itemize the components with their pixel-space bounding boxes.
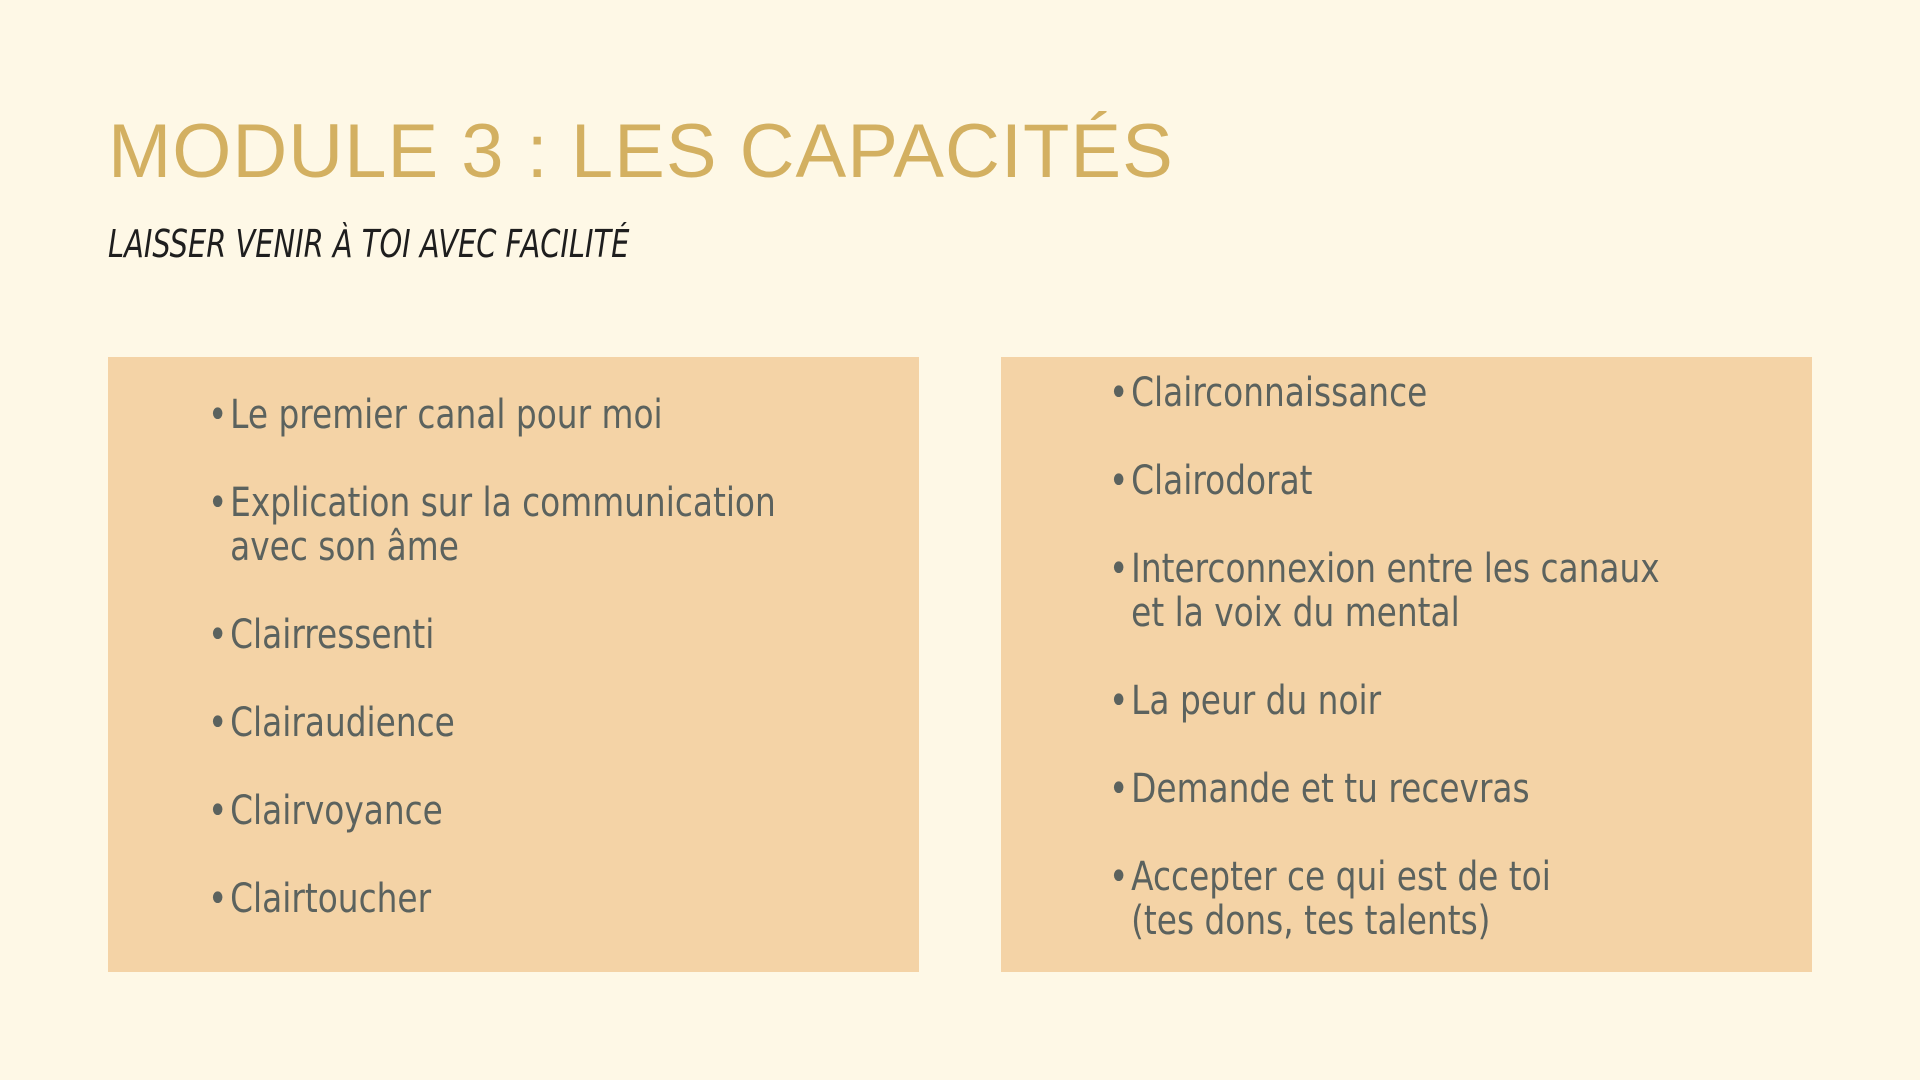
- bullet-icon: •: [208, 612, 228, 658]
- bullet-icon: •: [208, 392, 228, 438]
- list-item-text-continued: et la voix du mental: [1131, 590, 1460, 636]
- list-item: [208, 789, 952, 833]
- bullet-icon: •: [1109, 678, 1129, 724]
- list-item-text: Le premier canal pour moi: [230, 392, 663, 438]
- list-item-text: Explication sur la communication: [230, 480, 776, 526]
- list-item-text: Clairvoyance: [230, 788, 443, 834]
- list-item: [1109, 371, 1853, 415]
- bullet-icon: •: [208, 788, 228, 834]
- left-content-panel: [108, 357, 919, 972]
- list-item-text: Interconnexion entre les canaux: [1131, 546, 1660, 592]
- list-item-text: Clairconnaissance: [1131, 370, 1428, 416]
- list-item: [208, 393, 952, 437]
- list-item: [1109, 547, 1853, 635]
- list-item-text: Clairtoucher: [230, 876, 432, 922]
- right-content-panel: [1001, 357, 1812, 972]
- bullet-icon: •: [208, 700, 228, 746]
- list-item: [208, 877, 952, 921]
- list-item: [1109, 767, 1853, 811]
- list-item-text-continued: avec son âme: [230, 524, 459, 570]
- list-item: [1109, 855, 1853, 943]
- list-item: [208, 613, 952, 657]
- list-item-text: La peur du noir: [1131, 678, 1382, 724]
- list-item: [1109, 679, 1853, 723]
- page-subtitle: LAISSER VENIR À TOI AVEC FACILITÉ: [108, 222, 630, 266]
- page-title: MODULE 3 : LES CAPACITÉS: [108, 109, 1174, 194]
- bullet-icon: •: [1109, 458, 1129, 504]
- list-item: [208, 701, 952, 745]
- list-item: [1109, 459, 1853, 503]
- right-bullet-list: [1109, 371, 1920, 943]
- bullet-icon: •: [1109, 854, 1129, 900]
- bullet-icon: •: [1109, 370, 1129, 416]
- bullet-icon: •: [208, 876, 228, 922]
- bullet-icon: •: [208, 480, 228, 526]
- left-bullet-list: [208, 393, 1115, 921]
- list-item-text: Demande et tu recevras: [1131, 766, 1530, 812]
- list-item-text-continued: (tes dons, tes talents): [1131, 898, 1491, 944]
- bullet-icon: •: [1109, 546, 1129, 592]
- list-item-text: Clairressenti: [230, 612, 435, 658]
- list-item-text: Accepter ce qui est de toi: [1131, 854, 1551, 900]
- list-item: [208, 481, 952, 569]
- list-item-text: Clairodorat: [1131, 458, 1313, 504]
- bullet-icon: •: [1109, 766, 1129, 812]
- list-item-text: Clairaudience: [230, 700, 455, 746]
